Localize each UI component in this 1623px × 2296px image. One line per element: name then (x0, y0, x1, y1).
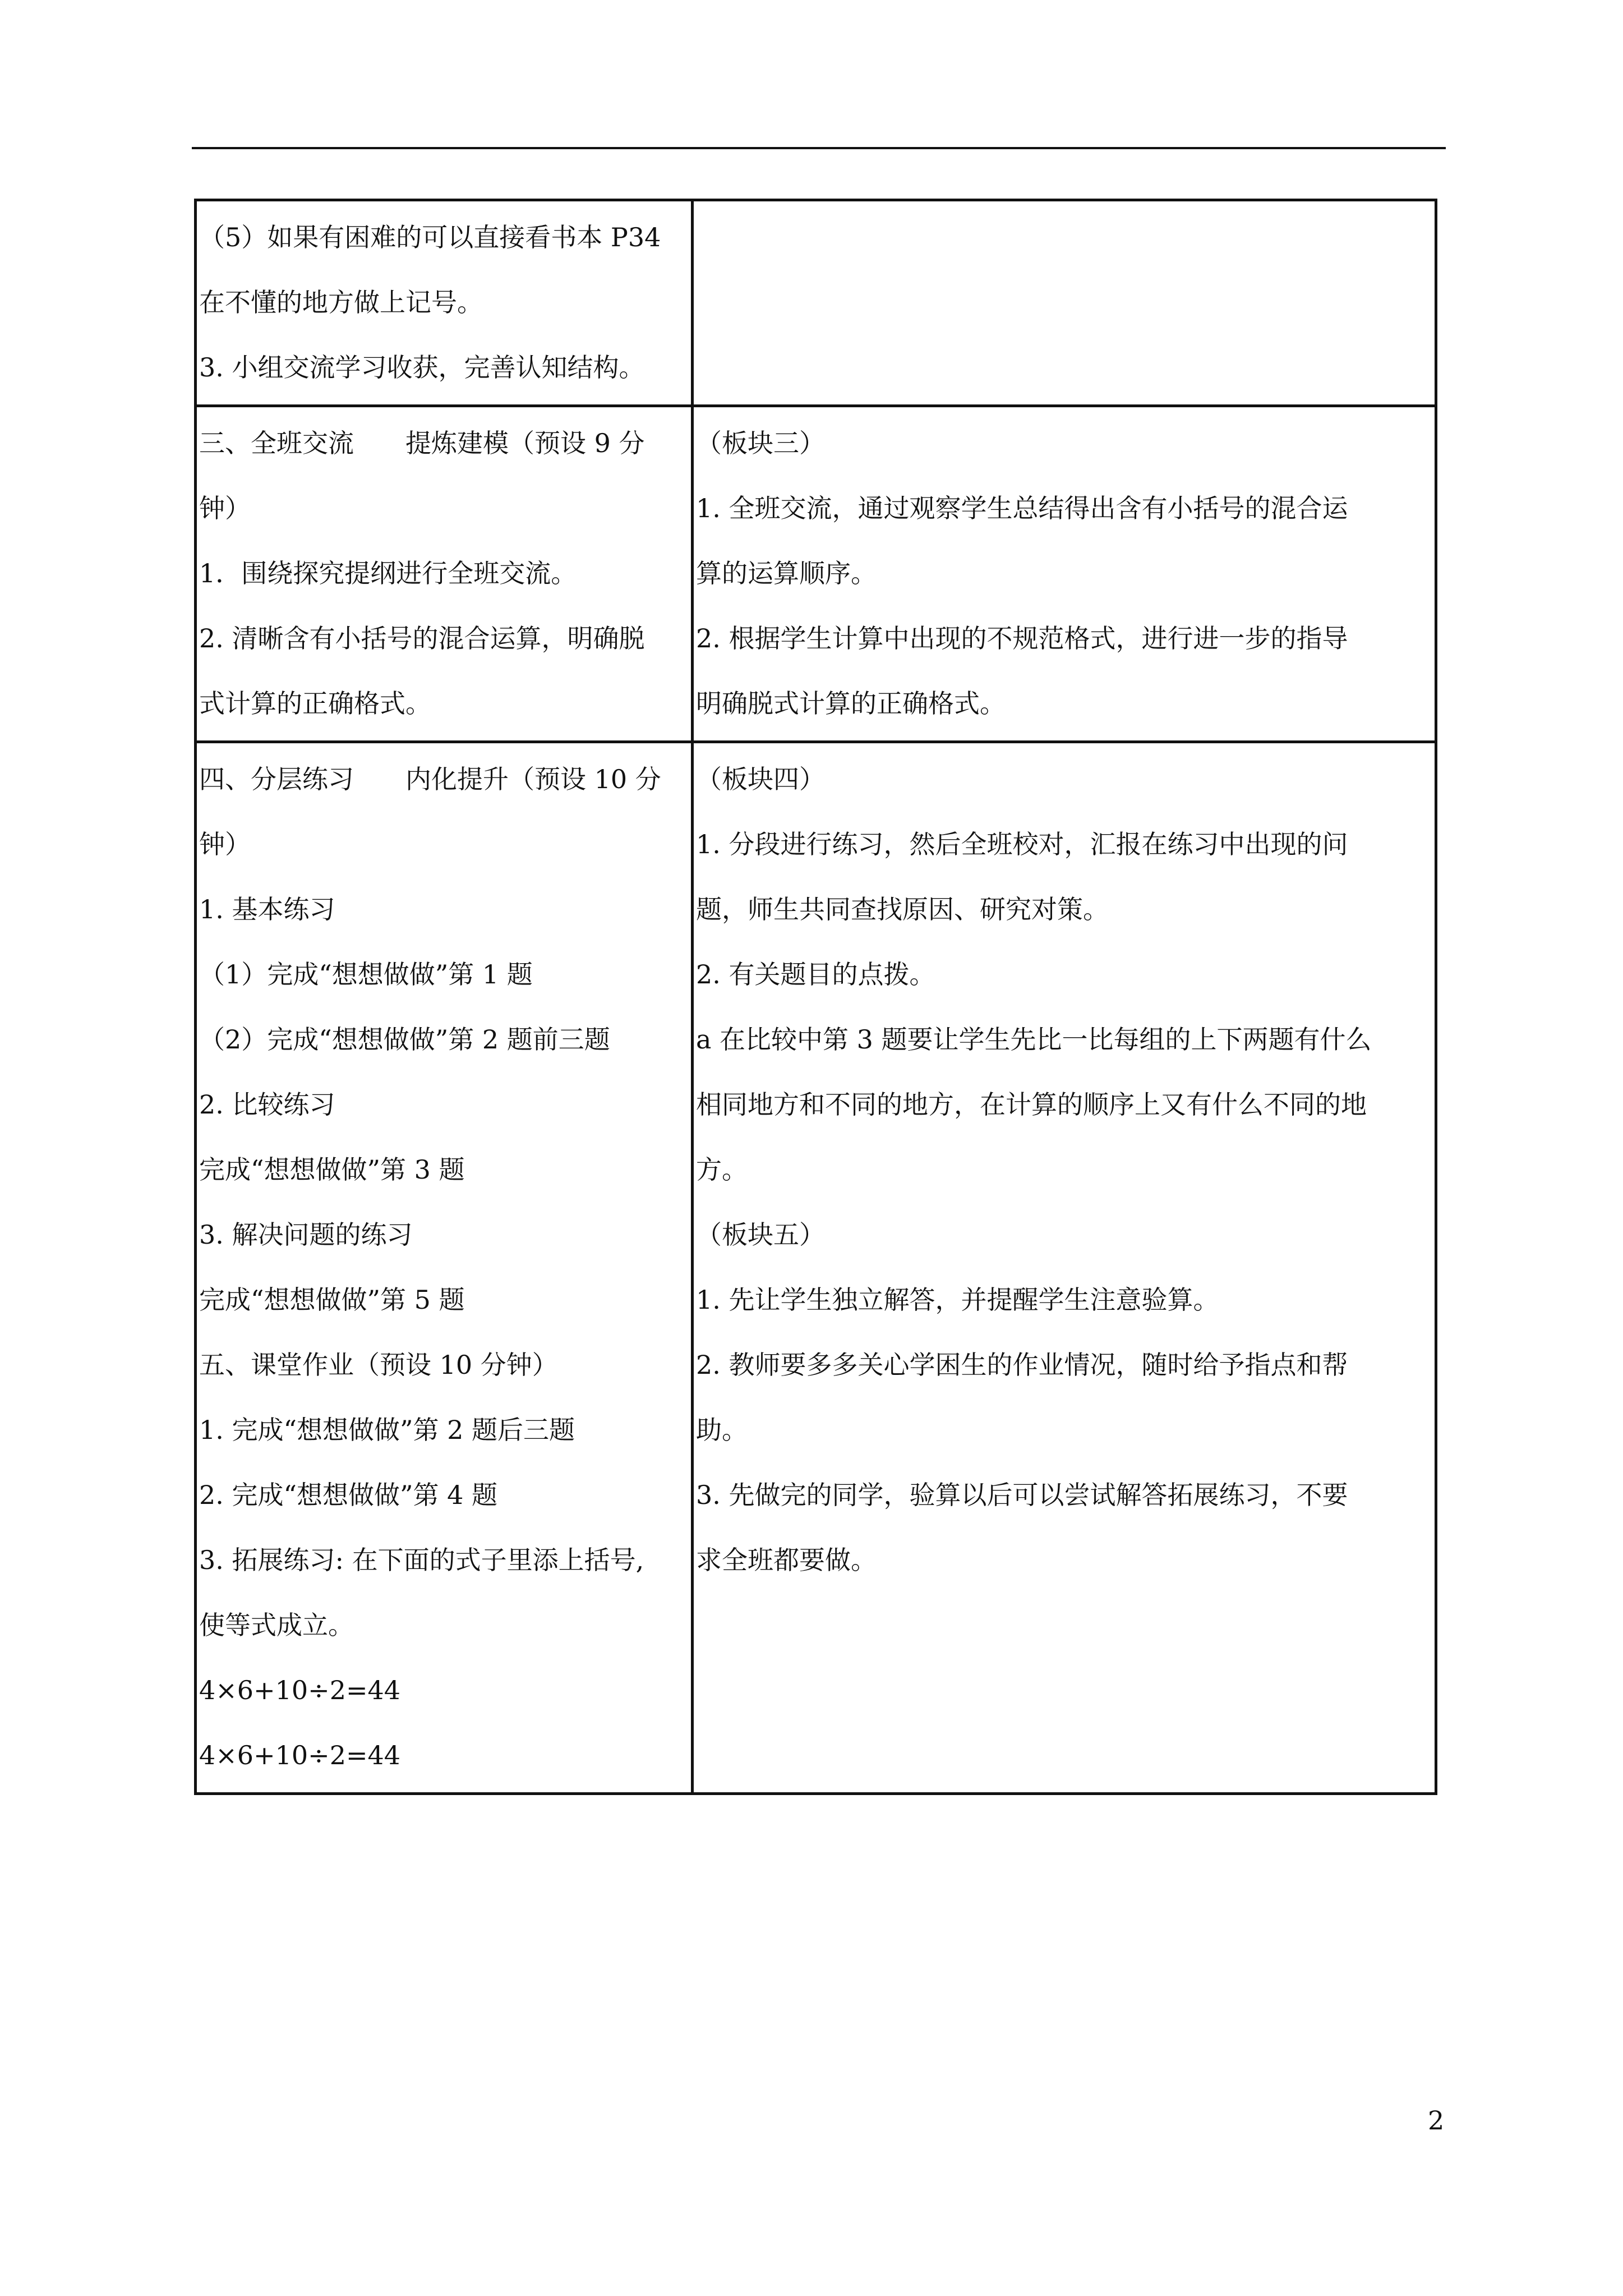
text-line: 2. 清晰含有小括号的混合运算，明确脱 (199, 623, 645, 654)
text-line: 3. 解决问题的练习 (199, 1220, 413, 1250)
text-line: a 在比较中第 3 题要让学生先比一比每组的上下两题有什么 (696, 1024, 1372, 1055)
text-line: 式计算的正确格式。 (199, 688, 431, 719)
text-line: 完成“想想做做”第 5 题 (199, 1285, 465, 1315)
table-row (196, 742, 1436, 1794)
right-cell (693, 742, 1436, 1794)
text-line: （5）如果有困难的可以直接看书本 P34 (199, 222, 661, 252)
text-line: 相同地方和不同的地方，在计算的顺序上又有什么不同的地 (696, 1089, 1367, 1120)
section-heading: 五、课堂作业（预设 10 分钟） (199, 1350, 558, 1380)
text-line: 使等式成立。 (199, 1610, 354, 1640)
equation-line: 4×6+10÷2=44 (199, 1675, 401, 1705)
text-line: 3. 拓展练习: 在下面的式子里添上括号, (199, 1545, 644, 1575)
text-line: 1. 基本练习 (199, 894, 335, 924)
text-line: 完成“想想做做”第 3 题 (199, 1154, 465, 1185)
block-label: （板块四） (696, 764, 825, 794)
block-label: （板块三） (696, 428, 825, 458)
text-line: 钟） (199, 829, 251, 859)
equation-line: 4×6+10÷2=44 (199, 1740, 401, 1770)
text-line: 1. 先让学生独立解答，并提醒学生注意验算。 (696, 1285, 1219, 1315)
text-line: （1）完成“想想做做”第 1 题 (199, 959, 533, 990)
text-line: 助。 (696, 1415, 748, 1445)
left-cell (196, 742, 693, 1794)
text-line: 1．围绕探究提纲进行全班交流。 (199, 558, 577, 588)
block-label: （板块五） (696, 1220, 825, 1250)
text-line: 明确脱式计算的正确格式。 (696, 688, 1006, 719)
text-line: 3. 小组交流学习收获，完善认知结构。 (199, 352, 645, 383)
table-row (196, 200, 1436, 406)
text-line: 钟） (199, 493, 251, 523)
right-cell (693, 406, 1436, 742)
text-line: 1. 分段进行练习，然后全班校对，汇报在练习中出现的问 (696, 829, 1348, 859)
page-number: 2 (1428, 2105, 1445, 2136)
text-line: 1. 完成“想想做做”第 2 题后三题 (199, 1415, 575, 1445)
text-line: 2. 有关题目的点拨。 (696, 959, 935, 990)
left-cell (196, 200, 693, 406)
table-row (196, 406, 1436, 742)
text-line: 方。 (696, 1154, 748, 1185)
lesson-plan-table (194, 199, 1437, 1795)
text-line: 2. 根据学生计算中出现的不规范格式，进行进一步的指导 (696, 623, 1348, 654)
section-heading: 四、分层练习 内化提升（预设 10 分 (199, 764, 661, 794)
text-line: 算的运算顺序。 (696, 558, 877, 588)
text-line: 题，师生共同查找原因、研究对策。 (696, 894, 1109, 924)
text-line: （2）完成“想想做做”第 2 题前三题 (199, 1024, 610, 1055)
left-cell (196, 406, 693, 742)
text-line: 3. 先做完的同学，验算以后可以尝试解答拓展练习，不要 (696, 1480, 1348, 1510)
header-rule (192, 147, 1446, 149)
text-line: 1. 全班交流，通过观察学生总结得出含有小括号的混合运 (696, 493, 1348, 523)
text-line: 在不懂的地方做上记号。 (199, 287, 483, 318)
text-line: 2. 完成“想想做做”第 4 题 (199, 1480, 498, 1510)
section-heading: 三、全班交流 提炼建模（预设 9 分 (199, 428, 645, 458)
text-line: 求全班都要做。 (696, 1545, 877, 1575)
right-cell (693, 200, 1436, 406)
text-line: 2. 教师要多多关心学困生的作业情况，随时给予指点和帮 (696, 1350, 1348, 1380)
text-line: 2. 比较练习 (199, 1089, 335, 1120)
